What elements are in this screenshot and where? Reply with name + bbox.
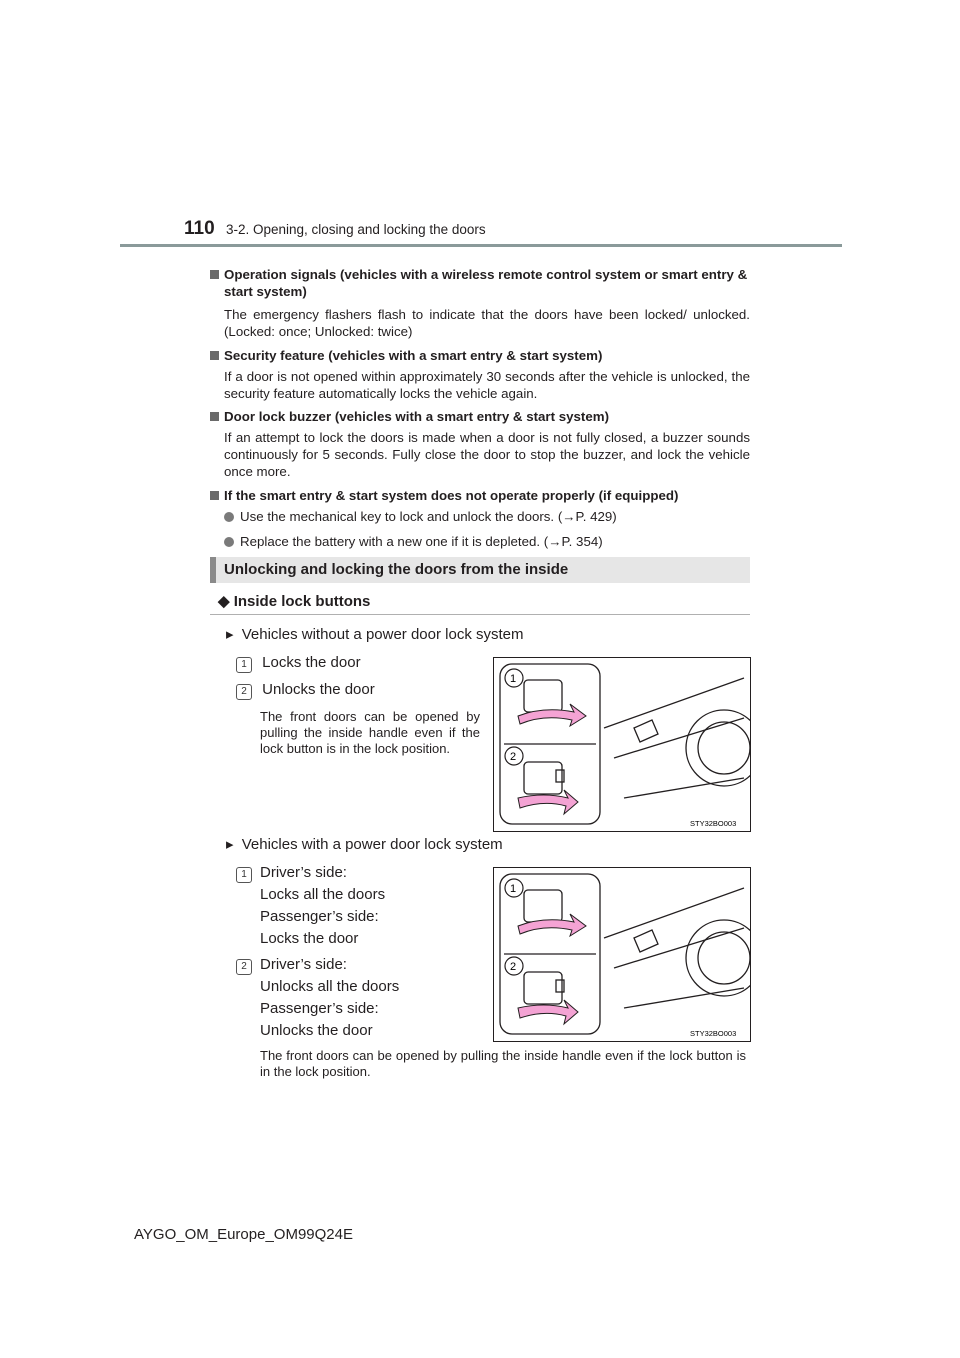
step-item	[236, 679, 375, 701]
round-bullet-icon	[224, 512, 234, 522]
bullet-text: Replace the battery with a new one if it is depleted. (→P. 354)	[240, 534, 603, 549]
section-operation-signals	[210, 266, 750, 340]
subheading	[218, 592, 370, 610]
step-text: Locks the door	[260, 930, 359, 947]
step-text: Unlocks the door	[260, 1022, 373, 1039]
step-item	[236, 862, 386, 947]
triangle-right-icon: ▸	[226, 626, 234, 643]
variant-label	[226, 835, 503, 853]
subheading-text: Inside lock buttons	[233, 593, 371, 610]
step-text: Passenger’s side:	[260, 1000, 379, 1017]
round-bullet-icon	[224, 537, 234, 547]
section-smart-entry-trouble	[210, 487, 750, 550]
lock-button-figure	[493, 867, 751, 1042]
step-text: Locks the door	[262, 654, 361, 671]
callout-1: 1	[510, 673, 517, 685]
square-bullet-icon	[210, 270, 219, 279]
topic-bar	[210, 557, 216, 583]
figure-code: STY32BO003	[690, 1029, 737, 1038]
section-security-feature	[210, 347, 750, 402]
callout-2: 2	[510, 961, 517, 973]
step-item	[236, 652, 361, 674]
section-title: Operation signals (vehicles with a wireless remote control system or smart entry & start system)	[224, 267, 748, 299]
diamond-icon: ◆	[218, 593, 230, 610]
step-text: Locks all the doors	[260, 886, 386, 903]
step-note: The front doors can be opened by pulling the inside handle even if the lock button is in the lock position.	[260, 709, 480, 756]
variant-label-text: Vehicles without a power door lock system	[241, 626, 524, 643]
step-note: The front doors can be opened by pulling the inside handle even if the lock button is in the lock position.	[260, 1048, 746, 1079]
section-title: If the smart entry & start system does not operate properly (if equipped)	[224, 488, 679, 503]
section-title: Door lock buzzer (vehicles with a smart entry & start system)	[224, 409, 609, 424]
step-number: 2	[236, 959, 252, 975]
section-body: If a door is not opened within approximately 30 seconds after the vehicle is unlocked, the security feature automatically locks the vehicle again.	[224, 369, 750, 401]
step-number: 2	[236, 684, 252, 700]
chapter-title: 3-2. Opening, closing and locking the doors	[226, 222, 486, 237]
section-title: Security feature (vehicles with a smart entry & start system)	[224, 348, 603, 363]
step-text: Passenger’s side:	[260, 908, 379, 925]
callout-2: 2	[510, 751, 517, 763]
door-lock-illustration	[494, 658, 750, 831]
door-lock-illustration	[494, 868, 750, 1041]
section-door-lock-buzzer	[210, 408, 750, 480]
figure-code: STY32BO003	[690, 819, 737, 828]
triangle-right-icon: ▸	[226, 836, 234, 853]
bullet-text: Use the mechanical key to lock and unlock the doors. (→P. 429)	[240, 509, 617, 524]
lock-button-figure	[493, 657, 751, 832]
document-id: AYGO_OM_Europe_OM99Q24E	[134, 1226, 353, 1243]
step-text: Unlocks all the doors	[260, 978, 400, 995]
variant-label-text: Vehicles with a power door lock system	[241, 836, 503, 853]
step-text: Driver’s side:	[260, 956, 347, 973]
subheading-rule	[210, 614, 750, 615]
step-number: 1	[236, 867, 252, 883]
square-bullet-icon	[210, 491, 219, 500]
header-rule	[120, 244, 842, 247]
variant-label	[226, 625, 524, 643]
page-number: 110	[184, 218, 215, 239]
section-body: If an attempt to lock the doors is made when a door is not fully closed, a buzzer sounds continuously for 5 seconds. Fully close the door to stop the buzzer, and lock the vehicle once more.	[224, 430, 750, 479]
topic-header	[210, 557, 750, 583]
step-text: Unlocks the door	[262, 681, 375, 698]
topic-title: Unlocking and locking the doors from the inside	[224, 561, 569, 578]
step-item	[236, 954, 400, 1039]
square-bullet-icon	[210, 351, 219, 360]
step-number: 1	[236, 657, 252, 673]
step-text: Driver’s side:	[260, 864, 347, 881]
section-body: The emergency flashers flash to indicate that the doors have been locked/ unlocked. (Locked: once; Unlocked: twice)	[224, 307, 750, 339]
callout-1: 1	[510, 883, 517, 895]
square-bullet-icon	[210, 412, 219, 421]
